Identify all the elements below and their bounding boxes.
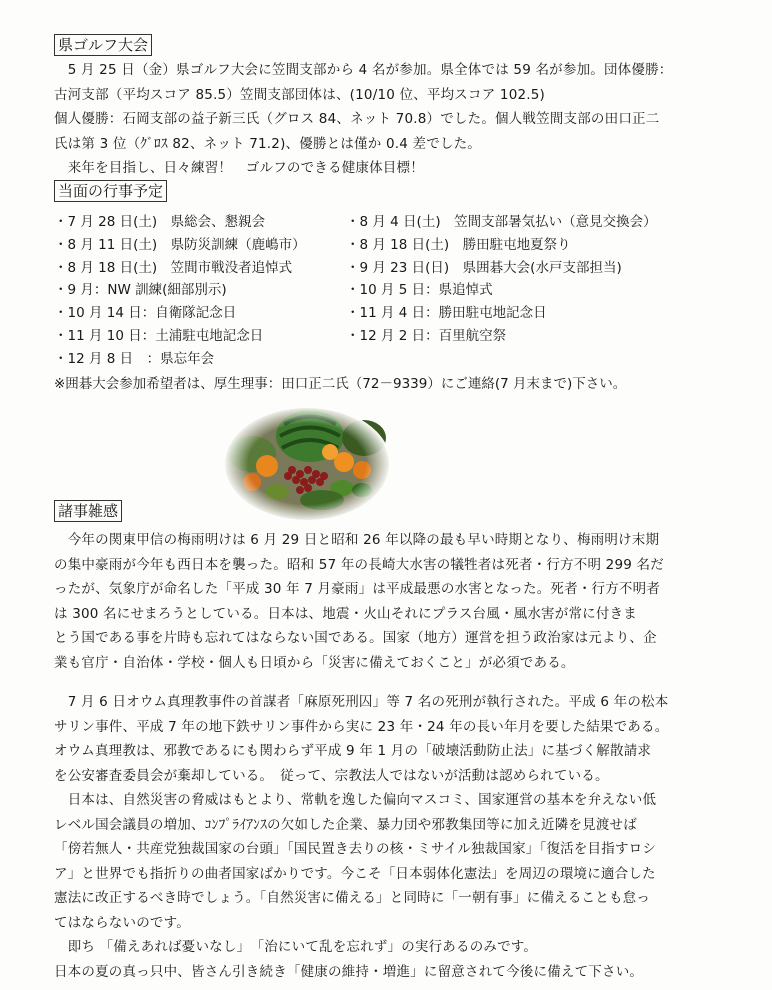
golf-line: 古河支部（平均スコア 85.5）笠間支部団体は、(10/10 位、平均スコア 102.5) xyxy=(54,86,546,103)
misc-line: 憲法に改正するべき時でしょう。「自然災害に備える」と同時に「一朝有事」に備えることも怠っ xyxy=(54,890,651,906)
misc-line: を公安審査委員会が棄却している。 従って、宗教法人ではないが活動は認められている。 xyxy=(54,767,609,784)
misc-line: とう国である事を片時も忘れてはならない国である。国家（地方）運営を担う政治家は元より、企 xyxy=(54,630,657,646)
misc-line: 業も官庁・自治体・学校・個人も日頃から「災害に備えておくこと」が必須である。 xyxy=(54,654,575,671)
event-item: ・12 月 8 日 ：県忘年会 xyxy=(54,350,215,367)
misc-line: ったが、気象庁が命名した「平成 30 年 7 月豪雨」は平成最悪の水害となった。死者・行方不明者 xyxy=(54,581,661,597)
schedule-row xyxy=(54,325,734,348)
golf-heading: 県ゴルフ大会 xyxy=(54,34,152,56)
schedule-row xyxy=(54,302,734,325)
misc-line: の集中豪雨が今年も西日本を襲った。昭和 57 年の長崎大水害の犠牲者は死者・行方不明 299 名だ xyxy=(54,556,664,573)
event-item: ・8 月 18 日(土) 笠間市戦没者追悼式 xyxy=(54,259,293,276)
misc-line: は 300 名にせまろうとしている。日本は、地震・火山それにプラス台風・風水害が常に付きま xyxy=(54,605,637,622)
golf-line: 個人優勝：石岡支部の益子新三氏（グロス 84、ネット 70.8）でした。個人戦笠間支部の田口正二 xyxy=(54,111,660,127)
misc-line: ア」と世界でも指折りの曲者国家ばかりです。今こそ「日本弱体化憲法」を周辺の環境に適合した xyxy=(54,865,656,882)
misc-line: てはならないのです。 xyxy=(54,914,190,931)
schedule-row xyxy=(54,279,734,302)
schedule-row xyxy=(54,211,734,234)
schedule-heading: 当面の行事予定 xyxy=(54,180,167,202)
schedule-row xyxy=(54,234,734,257)
misc-line: レベル国会議員の増加、ｺﾝﾌﾟﾗｲｱﾝｽの欠如した企業、暴力団や邪教集団等に加え近隣を見渡せば xyxy=(54,816,637,833)
golf-line: 氏は第 3 位（ｸﾞﾛｽ 82、ネット 71.2)、優勝とは僅か 0.4 差でした。 xyxy=(54,135,482,152)
misc-heading: 諸事雑感 xyxy=(54,500,122,522)
go-tournament-note: ※囲碁大会参加希望者は、厚生理事：田口正二氏（72－9339）にご連絡(7 月末まで)下さい。 xyxy=(54,376,627,392)
event-item: ・8 月 4 日(土) 笠間支部暑気払い（意見交換会） xyxy=(346,214,657,230)
vegetable-fruit-illustration xyxy=(222,404,392,522)
misc-line: 日本は、自然災害の脅威はもとより、常軌を逸した偏向マスコミ、国家運営の基本を弁えない低 xyxy=(54,792,657,808)
event-item: ・10 月 5 日：県追悼式 xyxy=(346,282,493,299)
golf-paragraph xyxy=(54,58,719,181)
misc-line: 「傍若無人・共産党独裁国家の台頭」「国民置き去りの核・ミサイル独裁国家」「復活を目指すロシ xyxy=(54,841,657,857)
misc-line: 7 月 6 日オウム真理教事件の首謀者「麻原死刑囚」等 7 名の死刑が執行された。平成 6 年の松本 xyxy=(54,694,669,710)
misc-line: オウム真理教は、邪教であるにも関わらず平成 9 年 1 月の「破壊活動防止法」に基づく解散請求 xyxy=(54,743,652,759)
event-item: ・9 月 23 日(日) 県囲碁大会(水戸支部担当) xyxy=(346,259,622,276)
misc-paragraph-2 xyxy=(54,690,719,984)
schedule-row xyxy=(54,257,734,280)
event-item: ・11 月 10 日：土浦駐屯地記念日 xyxy=(54,327,264,344)
event-item: ・10 月 14 日：自衛隊記念日 xyxy=(54,305,237,322)
golf-line: 5 月 25 日（金）県ゴルフ大会に笠間支部から 4 名が参加。県全体では 59 名が参加。団体優勝： xyxy=(54,62,673,78)
golf-line: 来年を目指し、日々練習！ ゴルフのできる健康体目標！ xyxy=(54,160,424,176)
misc-line: 即ち 「備えあれば憂いなし」 「治にいて乱を忘れず」の実行あるのみです。 xyxy=(54,939,538,955)
misc-line: 日本の夏の真っ只中、皆さん引き続き「健康の維持・増進」に留意されて今後に備えて下さい。 xyxy=(54,963,644,980)
schedule-row xyxy=(54,348,734,371)
event-item: ・7 月 28 日(土) 県総会、懇親会 xyxy=(54,214,266,230)
misc-paragraph-1 xyxy=(54,528,719,675)
event-item: ・8 月 11 日(土) 県防災訓練（鹿嶋市） xyxy=(54,236,306,253)
event-item: ・8 月 18 日(土) 勝田駐屯地夏祭り xyxy=(346,236,571,253)
schedule-list xyxy=(54,211,734,371)
event-item: ・12 月 2 日：百里航空祭 xyxy=(346,327,507,344)
misc-line: サリン事件、平成 7 年の地下鉄サリン事件から実に 23 年・24 年の長い年月を要した結果である。 xyxy=(54,718,669,735)
event-item: ・9 月：NW 訓練(細部別示) xyxy=(54,282,227,299)
event-item: ・11 月 4 日：勝田駐屯地記念日 xyxy=(346,305,547,322)
misc-line: 今年の関東甲信の梅雨明けは 6 月 29 日と昭和 26 年以降の最も早い時期となり、梅雨明け末期 xyxy=(54,532,660,548)
